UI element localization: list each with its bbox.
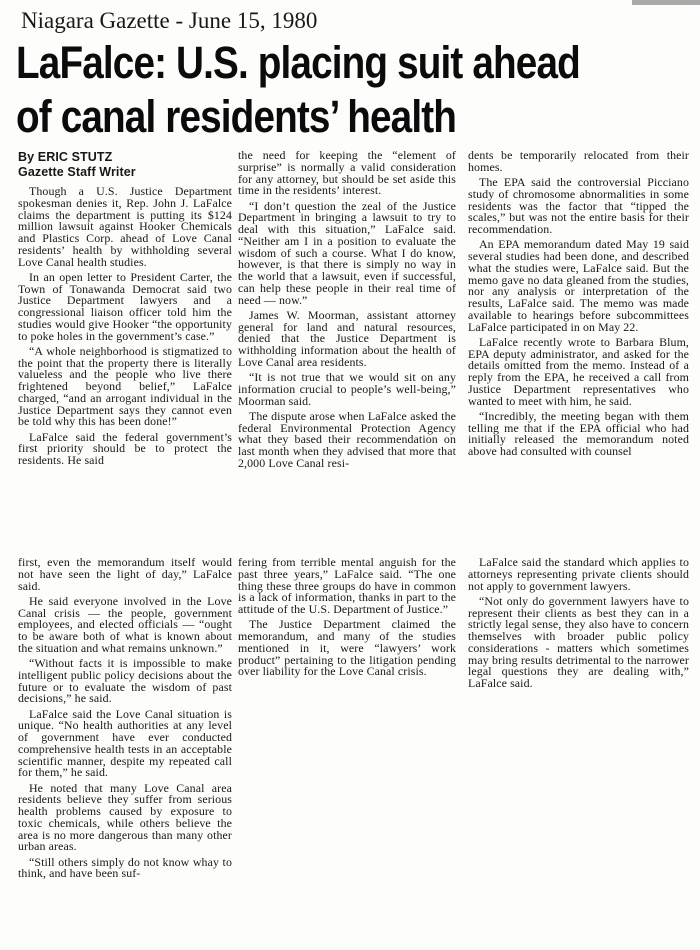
article-paragraph: Though a U.S. Justice Department spokesman denies it, Rep. John J. LaFalce claims the department is putting its $124 million lawsuit against Hooker Chemicals and Plastics Corp. ahead of Love Canal residents’ health by withholding several Love Canal health studies. xyxy=(18,184,232,269)
masthead-dateline: Niagara Gazette - June 15, 1980 xyxy=(21,8,318,33)
article-paragraph: In an open letter to President Carter, the Town of Tonawanda Democrat said two Justice Department lawyers and a congressional liaison officer told him the studies would give Hooker “the opportunity to poke holes in the government’s case.” xyxy=(18,269,232,343)
headline-line-1: LaFalce: U.S. placing suit ahead xyxy=(16,37,580,88)
article-column-bottom-middle xyxy=(238,557,456,678)
byline-role: Gazette Staff Writer xyxy=(18,164,136,179)
article-paragraph: He noted that many Love Canal area residents believe they suffer from serious health problems caused by exposure to toxic chemicals, while others believe the area is no more dangerous than many other urban areas. xyxy=(18,780,232,854)
article-paragraph: “Incredibly, the meeting began with them telling me that if the EPA official who had initially released the memorandum noted above had consulted with counsel xyxy=(468,408,689,458)
article-paragraph: “Not only do government lawyers have to represent their clients as best they can in a strictly legal sense, they also have to concern themselves with broader public policy considerations - matters which sometimes may bring results detrimental to the narrower legal questions they are dealing with,” LaFalce said. xyxy=(468,593,689,690)
scan-artifact-strip xyxy=(632,0,700,5)
article-column-top-right xyxy=(468,150,689,458)
article-paragraph: the need for keeping the “element of surprise” is normally a valid consideration for any attorney, but should be set aside this time in the residents’ interest. xyxy=(238,148,456,198)
article-paragraph: “It is not true that we would sit on any information crucial to people’s well-being,” Moorman said. xyxy=(238,370,456,408)
article-column-top-middle xyxy=(238,150,456,470)
article-column-bottom-right xyxy=(468,557,689,690)
article-paragraph: The Justice Department claimed the memorandum, and many of the studies mentioned in it, were “lawyers’ work product” pertaining to the litigation pending over liability for the Love Canal crisis. xyxy=(238,617,456,679)
article-paragraph: LaFalce said the standard which applies to attorneys representing private clients should not apply to government lawyers. xyxy=(468,555,689,593)
article-column-top-left xyxy=(18,150,232,467)
byline-author: By ERIC STUTZ xyxy=(18,150,113,164)
article-paragraph: “Still others simply do not know whay to think, and have been suf- xyxy=(18,854,232,881)
article-paragraph: “A whole neighborhood is stigmatized to the point that the property there is literally valueless and the people who live there frightened beyond belief,” LaFalce charged, “and an arrogant individual in the Justice Department says they cannot even be told why this has been done!” xyxy=(18,343,232,429)
article-column-bottom-left xyxy=(18,557,232,880)
article-paragraph: An EPA memorandum dated May 19 said several studies had been done, and described what the studies were, LaFalce said. But the memo gave no data gleaned from the studies, nor any analysis or interpretation of the results, LaFalce said. The memo was made available to hearings before subcommittees LaFalce participated in on May 22. xyxy=(468,237,689,334)
article-paragraph: LaFalce recently wrote to Barbara Blum, EPA deputy administrator, and asked for the details omitted from the memo. Instead of a reply from the EPA, he received a call from Justice Department representatives who wanted to meet with him, he said. xyxy=(468,334,689,408)
byline-block xyxy=(18,150,232,179)
article-paragraph: The EPA said the controversial Picciano study of chromosome abnormalities in some residents was the factor that “tipped the scales,” but was not the entire basis for their recommendation. xyxy=(468,175,689,236)
article-text-block xyxy=(18,186,232,467)
article-headline xyxy=(16,36,580,144)
article-paragraph: dents be temporarily relocated from their homes. xyxy=(468,148,689,174)
article-paragraph: James W. Moorman, assistant attorney general for land and natural resources, denied that the Justice Department is withholding information about the health of Love Canal area residents. xyxy=(238,307,456,369)
article-paragraph: fering from terrible mental anguish for the past three years,” LaFalce said. “The one thing these three groups do have in common is a lack of information, thanks in part to the attitude of the U.S. Department of Justice.” xyxy=(238,555,456,616)
article-bottom-band xyxy=(0,557,700,950)
article-top-band xyxy=(0,150,700,550)
article-paragraph: “Without facts it is impossible to make intelligent public policy decisions about the future or to evaluate the wisdom of past decisions,” he said. xyxy=(18,656,232,706)
article-paragraph: LaFalce said the Love Canal situation is unique. “No health authorities at any level of government have ever conducted comprehensive health tests in an acceptable scientific manner, despite my repeated call for them,” he said. xyxy=(18,706,232,780)
article-paragraph: The dispute arose when LaFalce asked the federal Environmental Protection Agency what they based their recommendation on last month when they advised that more that 2,000 Love Canal resi- xyxy=(238,408,456,470)
article-paragraph: LaFalce said the federal government’s first priority should be to protect the residents. He said xyxy=(18,429,232,467)
article-paragraph: “I don’t question the zeal of the Justice Department in bringing a lawsuit to try to deal with this situation,” LaFalce said. “Neither am I in a position to evaluate the wisdom of such a course. What I do know, however, is that there is simply no way in the world that a lawsuit, even if successful, can help these people in their real time of need — now.” xyxy=(238,198,456,307)
article-paragraph: first, even the memorandum itself would not have seen the light of day,” LaFalce said. xyxy=(18,555,232,593)
headline-line-2: of canal residents’ health xyxy=(16,91,457,142)
article-paragraph: He said everyone involved in the Love Canal crisis — the people, government employees, and elected officials — “ought to be aware both of what is known about the situation and what remains unknown.” xyxy=(18,593,232,655)
